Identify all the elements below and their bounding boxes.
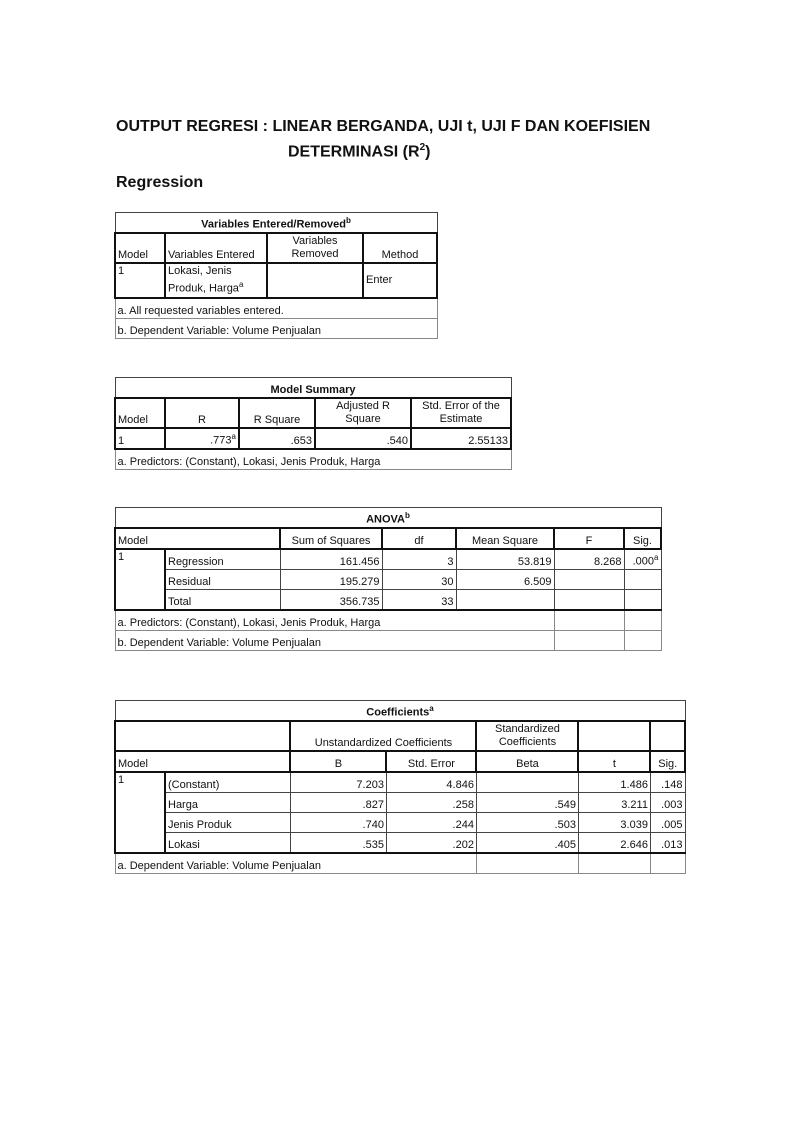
col-header: Model — [115, 233, 165, 263]
col-header: Beta — [476, 751, 578, 772]
col-header: Model — [115, 528, 280, 549]
table-caption: ANOVA$^b$ — [115, 508, 661, 529]
col-header: B — [290, 751, 386, 772]
col-header: Std. Error of the Estimate — [411, 398, 511, 428]
col-header: Model — [115, 398, 165, 428]
col-header: Sig. — [624, 528, 661, 549]
section-heading: Regression — [116, 174, 204, 191]
col-header: Mean Square — [456, 528, 554, 549]
table-caption: Variables Entered/Removed$^b$ — [115, 213, 437, 234]
col-header: df — [382, 528, 456, 549]
col-header: Sum of Squares — [280, 528, 382, 549]
table-footnote: a. Dependent Variable: Volume Penjualan — [115, 853, 476, 874]
table-caption: Model Summary — [115, 378, 511, 399]
table-footnote: b. Dependent Variable: Volume Penjualan — [115, 318, 437, 338]
model-summary-table — [114, 377, 512, 470]
coefficients-table — [114, 700, 686, 874]
col-header: Variables Entered — [165, 233, 267, 263]
col-header: Model — [115, 751, 290, 772]
table-row: Jenis Produk .740 .244 .503 3.039 .005 — [115, 813, 685, 833]
variables-entered-table — [114, 212, 438, 339]
table-row: 1 Lokasi, Jenis Produk, Harga$^a$ Enter — [115, 263, 437, 298]
title-line-1: OUTPUT REGRESI : LINEAR BERGANDA, UJI t, UJI F DAN KOEFISIEN — [116, 118, 651, 135]
table-row: Residual 195.279 30 6.509 — [115, 570, 661, 590]
anova-table — [114, 507, 662, 651]
table-footnote: b. Dependent Variable: Volume Penjualan — [115, 631, 554, 651]
table-row: 1 (Constant) 7.203 4.846 1.486 .148 — [115, 772, 685, 793]
table-footnote: a. Predictors: (Constant), Lokasi, Jenis Produk, Harga — [115, 449, 511, 470]
col-header: Std. Error — [386, 751, 476, 772]
table-row: Total 356.735 33 — [115, 590, 661, 611]
title-line-2: DETERMINASI $(R^2)$ — [288, 142, 431, 161]
col-header: Method — [363, 233, 437, 263]
col-group-header: Standardized Coefficients — [476, 721, 578, 751]
col-header: t — [578, 751, 650, 772]
table-row: 1 .773$^a$ .653 .540 2.55133 — [115, 428, 511, 449]
table-row: 1 Regression 161.456 3 53.819 8.268 .000$^a$ — [115, 549, 661, 570]
table-caption: Coefficients$^a$ — [115, 701, 685, 722]
page-title — [116, 116, 736, 162]
col-header: Variables Removed — [267, 233, 363, 263]
col-header: F — [554, 528, 624, 549]
table-footnote: a. Predictors: (Constant), Lokasi, Jenis Produk, Harga — [115, 610, 554, 631]
col-header: Adjusted R Square — [315, 398, 411, 428]
col-header: Sig. — [650, 751, 685, 772]
col-header: R — [165, 398, 239, 428]
table-row: Harga .827 .258 .549 3.211 .003 — [115, 793, 685, 813]
col-group-header: Unstandardized Coefficients — [290, 721, 476, 751]
col-header: R Square — [239, 398, 315, 428]
table-footnote: a. All requested variables entered. — [115, 298, 437, 319]
table-row: Lokasi .535 .202 .405 2.646 .013 — [115, 833, 685, 854]
